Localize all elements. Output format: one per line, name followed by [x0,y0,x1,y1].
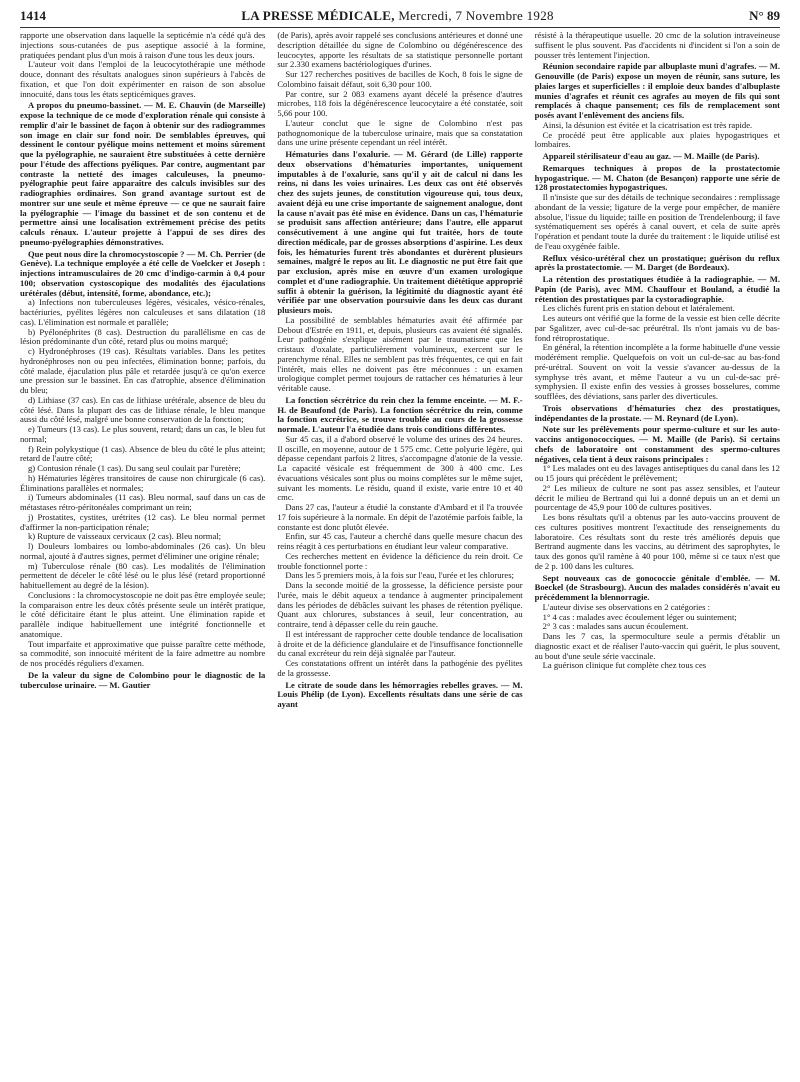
paragraph: rapporte une observation dans laquelle la septicémie n'a cédé qu'à des injections sous-cutanées de pus aseptique associé à la formine, pratiquées pendant plus d'un mois à raison d'une tous les deux jours. [20,31,266,60]
paragraph: 1° 4 cas : malades avec écoulement léger ou suintement; [542,611,737,622]
paragraph: h) Hématuries légères transitoires de cause non chirurgicale (6 cas). Éliminations parallèles et normales; [20,472,266,493]
paragraph: Ces constatations offrent un intérêt dans la pathogénie des pyélites de la grossesse. [277,658,523,678]
paragraph: résisté à la thérapeutique usuelle. 20 cmc de la solution intraveineuse suffisent le plus souvent. Pas d'accidents ni d'incident si l'on a soin de pousser très lentement l'injection. [534,31,780,60]
paragraph: k) Rupture de vaisseaux cervicaux (2 cas). Bleu normal; [28,531,222,542]
paragraph: En général, la rétention incomplète a la forme habituelle d'une vessie modérément remplie. Quelquefois on voit un cul-de-sac au bas-fond pré-urétral. Souvent on voit la vessie s'avancer au-dessus de la symphyse très avant, et même l'auteur a vu un cul-de-sac pré-symphysien. Il existe enfin des vessies à grosses bosselures, comme soufflées, des déviations, sans parler des diverticules. [534,342,780,401]
paragraph: Ainsi, la désunion est évitée et la cicatrisation est très rapide. [542,119,753,130]
paragraph: l) Douleurs lombaires ou lombo-abdominales (26 cas). Un bleu normal, ajouté à d'autres signes, permet d'éliminer une origine rénale; [20,541,266,561]
paragraph: Remarques techniques à propos de la prostatectomie hypogastrique. — M. Chaton (de Besançon) rapporte une série de 128 prostatectomies hypogastriques. [534,162,780,193]
paragraph: Conclusions : la chromocystoscopie ne doit pas être employée seule; la comparaison entre les deux côtés présente seule un intérêt pratique, le côté déficitaire étant le plus atteint. Une élimination rapide et parallèle indique habituellement une intégrité fonctionnelle et anatomique. [20,589,266,639]
paragraph: Les bons résultats qu'il a obtenus par les auto-vaccins prouvent de ces cultures positives montrent l'exactitude des renseignements du laboratoire. Ces résultats sont du reste très améliorés depuis que Bertrand augmente dans les vaccins, au détriment des saprophytes, le taux des gonos qu'il ramène à 40 pour 100, même si ce taux n'est que de 2 p. 100 dans les cultures. [534,512,780,571]
paragraph: Appareil stérilisateur d'eau au gaz. — M. Maille (de Paris). [542,151,760,161]
paragraph: f) Rein polykystique (1 cas). Absence de bleu du côté le plus atteint; retard de l'autre côté; [20,443,266,464]
journal-masthead [241,8,554,24]
issue-date: Mercredi, 7 Novembre 1928 [398,8,554,23]
paragraph: Réunion secondaire rapide par albuplaste muni d'agrafes. — M. Genouville (de Paris) expose un moyen de réunir, sans suture, les plaies larges et superficielles : il emploie deux bandes d'albuplaste munies d'agrafes et réunit ces agrafes au moyen de fils qui sont remplacés à chaque pansement; ces fils de remplacement sont posés avant l'enlèvement des anciens fils. [534,61,780,120]
paragraph: Enfin, sur 45 cas, l'auteur a cherché dans quelle mesure chacun des reins réagit à ces perturbations en étudiant leur valeur comparative. [277,531,523,551]
paragraph: Les auteurs ont vérifié que la forme de la vessie est bien celle décrite par Sgalitzer, avec cul-de-sac préurétral. Ils n'ont jamais vu de bas-fond rétroprostatique. [534,313,780,343]
paragraph: Dans les 7 cas, la spermoculture seule a permis d'établir un diagnostic exact et de réaliser l'auto-vaccin qui guérit, le plus souvent, au bout d'une seule série vaccinale. [534,631,780,661]
paragraph: Ces recherches mettent en évidence la déficience du rein droit. Ce trouble fonctionnel porte : [277,550,523,571]
paragraph: Le citrate de soude dans les hémorragies rebelles graves. — M. Louis Phélip (de Lyon). Excellents résultats dans une série de cas ayant [277,679,523,709]
paragraph: Sur 127 recherches positives de bacilles de Koch, 8 fois le signe de Colombino faisait défaut, soit 6,30 pour 100. [277,69,523,89]
paragraph: g) Contusion rénale (1 cas). Du sang seul coulait par l'uretère; [28,463,241,473]
paragraph: Il n'insiste que sur des détails de technique secondaires : remplissage abondant de la vessie; ligature de la verge pour empêcher, de manière absolue, l'issue du liquide; taille en position de Trendelenbourg; il fave systématiquement ses opérés à canal ouvert, et cela de suite après l'opération et pendant toute la durée du traitement : le liquide utilisé est de l'eau oxygénée faible. [534,192,780,251]
paragraph: Hématuries dans l'oxalurie. — M. Gérard (de Lille) rapporte deux observations d'hématuries importantes, uniquement imputables à de l'oxalurie, sans qu'il y ait de calcul ni dans les reins, ni dans les voies urinaires. Les deux cas ont été observés chez des sujets jeunes, de constitution vigoureuse qui, tous deux, avaient déjà eu une crise importante de saignement analogue, dont la cause n'avait pas été mise en évidence. Dans un cas, l'hématurie se produisit sans affection antérieure; dans l'autre, elle apparut consécutivement à une angine qui fut traitée, hors de toute direction médicale, par de grosses absorptions d'aspirine. Les deux fois, les hématuries furent très abondantes et durèrent plusieurs semaines, malgré le repos au lit. Le diagnostic ne put être fait que par exclusion, après mise en œuvre d'un examen urologique complet et d'une radiographie. Un traitement diététique approprié suffit à obtenir la guérison, la légitimité du diagnostic ayant été vérifiée par une observation poursuivie dans les deux cas durant plusieurs mois. [277,149,523,315]
paragraph: Les clichés furent pris en station debout et latéralement. [542,303,735,314]
paragraph: d) Lithiase (37 cas). En cas de lithiase urétérale, absence de bleu du côté lésé. Dans la plupart des cas de lithiase rénale, le bleu manque aussi du côté lésé, malgré une bonne conservation de la fonction; [20,394,266,425]
paragraph: Reflux vésico-urétéral chez un prostatique; guérison du reflux après la prostatectomie. — M. Darget (de Bordeaux). [534,252,780,273]
issue-number: N° 89 [749,8,780,23]
paragraph: Dans les 5 premiers mois, à la fois sur l'eau, l'urée et les chlorures; [285,570,514,581]
paragraph: De la valeur du signe de Colombino pour le diagnostic de la tuberculose urinaire. — M. Gautier [20,669,266,690]
paragraph: Dans la seconde moitié de la grossesse, la déficience persiste pour l'urée, mais le débit aqueux a tendance à augmenter principalement dans les périodes de débâcles suivant les phases de rétention pyélique. Quant aux chlorures, substances à seuil, leur concentration, au contraire, tend à dépasser celle du rein gauche. [277,580,523,629]
paragraph: A propos du pneumo-bassinet. — M. E. Chauvin (de Marseille) expose la technique de ce mode d'exploration rénale qui consiste à remplir d'air le bassinet de façon à obtenir sur des radiogrammes son image en clair sur fond noir. De semblables épreuves, qui dessinent le contour pyélique moins nettement et moins sûrement que la pyélographie, ne sauraient être substituées à cette dernière pour l'étude des affections pyéliques. Par contre, augmentant par contraste la netteté des images calculeuses, la pneumo-pyélographie peut faire apparaître des calculs invisibles sur des radiographies ordinaires. Son grand avantage surtout est de montrer sur une seule et même épreuve — ce que ne saurait faire la pyélographie — l'image du bassinet et de son contenu et de permettre ainsi une localisation extrêmement précise des petits calculs rénaux. L'auteur projette à l'appui de ses dires des pneumo-pyélographies démonstratives. [20,100,266,247]
paragraph: Il est intéressant de rapprocher cette double tendance de localisation à droite et de la déficience glandulaire et de l'insuffisance fonctionnelle du canal excréteur du rein déjà signalée par l'auteur. [277,628,523,659]
paragraph: a) Infections non tuberculeuses légères, vésicales, vésico-rénales, bactériuries, pyélites légères non calculeuses et sans dilatation (18 cas). L'élimination est normale et parallèle; [20,297,266,327]
paragraph: 1° Les malades ont eu des lavages antiseptiques du canal dans les 12 ou 15 jours qui précèdent le prélèvement; [534,463,780,483]
paragraph: La possibilité de semblables hématuries avait été affirmée par Debout d'Estrée en 1911, et, depuis, plusieurs cas avaient été signalés. Leur pathogénie s'explique aisément par le traumatisme que les cristaux d'oxalate, particulièrement volumineux, exercent sur le parenchyme rénal. Elles ne semblent pas très fréquentes, ce qui en fait l'intérêt, mais elles ne doivent pas être méconnues : un examen urologique complet permet toujours de rattacher ces hématuries à leur véritable cause. [277,314,523,393]
paragraph: 2° 3 cas : malades sans aucun écoulement. [542,621,689,632]
paragraph: L'auteur conclut que le signe de Colombino n'est pas pathognomonique de la tuberculose urinaire, mais que sa constatation dans une urine présente cependant un réel intérêt. [277,117,523,148]
paragraph: j) Prostatites, cystites, urétrites (12 cas). Le bleu normal permet d'affirmer la non-participation rénale; [20,511,266,532]
paragraph: Note sur les prélèvements pour spermo-culture et sur les auto-vaccins antigonococciques. — M. Maille (de Paris). Si certains chefs de laboratoire ont constamment des spermo-cultures négatives, cela tient à deux raisons principales : [534,424,780,464]
paragraph: m) Tuberculose rénale (80 cas). Les modalités de l'élimination permettent de déceler le côté lésé ou le plus lésé (retard proportionné habituellement au degré de la lésion). [20,560,266,590]
paragraph: b) Pyélonéphrites (8 cas). Destruction du parallélisme en cas de lésion prédominante d'un côté, retard plus ou moins marqué; [20,326,266,347]
paragraph: 2° Les milieux de culture ne sont pas assez sensibles, et l'auteur décrit le milieu de Bertrand qui lui a donné depuis un an et demi un pourcentage de 45,9 pour 100 de cultures positives. [534,482,780,513]
paragraph: L'auteur divise ses observations en 2 catégories : [542,601,711,612]
paragraph: (de Paris), après avoir rappelé ses conclusions antérieures et donné une description détaillée du signe de Colombino ou dégénérescence des leucocytes, apporte les résultats de sa statistique personnelle portant sur 2.330 examens bactériologiques d'urines. [277,31,523,70]
paragraph: e) Tumeurs (13 cas). Le plus souvent, retard; dans un cas, le bleu fut normal; [20,424,266,444]
paragraph: Dans 27 cas, l'auteur a étudié la constante d'Ambard et il l'a trouvée 17 fois supérieure à la normale. En dépit de l'azotémie parfois faible, la constante est donc plutôt élevée. [277,502,523,532]
column-left [20,31,265,1082]
paragraph: Trois observations d'hématuries chez des prostatiques, indépendantes de la prostate. — M. Reynard (de Lyon). [534,402,780,423]
paragraph: Tout imparfaite et approximative que puisse paraître cette méthode, sa commodité, son innocuité méritent de la faire admettre au nombre de nos procédés réguliers d'examen. [20,638,266,668]
column-middle [277,31,522,1082]
page-number: 1414 [20,8,46,23]
paragraph: L'auteur voit dans l'emploi de la leucocytothérapie une méthode douce, donnant des résultats analogues sinon supérieurs à l'abcès de fixation, et que l'on doit expérimenter en raison de son absolue innocuité, dans tous les états septicémiques graves. [20,59,266,99]
paragraph: Sur 45 cas, il a d'abord observé le volume des urines des 24 heures. Il oscille, en moyenne, autour de 1 575 cmc. Cette polyurie légère, qui dépasse cependant parfois 2 litres, s'accompagne d'atonie de la vessie. La capacité vésicale est fréquemment de 300 à 400 cmc. Les évacuations vésicales sont plus ou moins complètes sur le même sujet, suivant les moments. Le résidu, quand il existe, varie entre 10 et 40 cmc. [277,433,523,503]
page-header [20,4,780,28]
paragraph: Que peut nous dire la chromocystoscopie ? — M. Ch. Perrier (de Genève). La technique employée a été celle de Voelcker et Joseph : injections intramusculaires de 20 cmc d'indigo-carmin à 0,4 pour 100; observation cystoscopique des modalités des éjaculations urétérales (début, intensité, forme, abondance, etc.); [20,248,266,298]
text-columns [20,31,780,1082]
column-right [535,31,780,1082]
journal-title: LA PRESSE MÉDICALE, [241,8,395,23]
paragraph: c) Hydronéphroses (19 cas). Résultats variables. Dans les petites hydronéphroses non ou peu infectées, élimination bonne; parfois, du côté malade, éjaculation plus pâle et retardée jusqu'à ce qu'on exerce une pression sur le bassinet. En cas d'atrophie, absence d'élimination du bleu; [20,346,266,395]
paragraph: Par contre, sur 2 083 examens ayant décelé la présence d'autres microbes, 118 fois la dégénérescence leucocytaire a été constatée, soit 5,66 pour 100. [277,88,523,118]
paragraph: La rétention des prostatiques étudiée à la radiographie. — M. Papin (de Paris), avec MM. Chauffour et Bouland, a étudié la rétention des prostatiques par la cystoradiographie. [534,274,780,304]
paragraph: i) Tumeurs abdominales (11 cas). Bleu normal, sauf dans un cas de métastases rétro-péritonéales comprimant un rein; [20,492,266,512]
paragraph: Sept nouveaux cas de gonococcie génitale d'emblée. — M. Boeckel (de Strasbourg). Aucun des malades considérés n'avait eu précédemment la blennorragie. [534,572,780,602]
paragraph: La guérison clinique fut complète chez tous ces [542,660,707,671]
paragraph: Ce procédé peut être applicable aux plaies hypogastriques et lombaires. [534,129,780,150]
paragraph: La fonction sécrétrice du rein chez la femme enceinte. — M. F.-H. de Beaufond (de Paris). La fonction sécrétrice du rein, comme la fonction excrétrice, se trouve troublée au cours de la grossesse normale. L'auteur l'a étudiée dans trois conditions différentes. [277,394,523,434]
